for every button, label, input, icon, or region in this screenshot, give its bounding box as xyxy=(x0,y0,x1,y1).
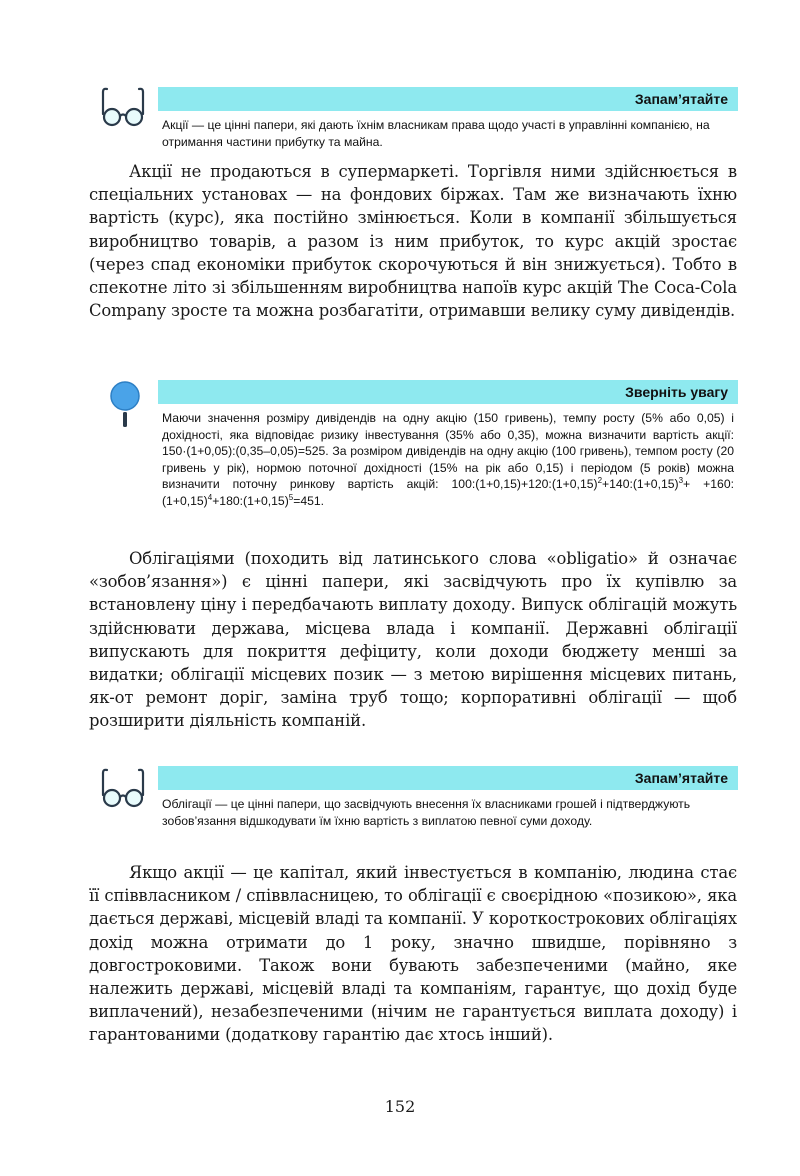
remember-box xyxy=(158,87,738,150)
body-paragraph: Облігаціями (походить від латинського слова «obligatio» й означає «зобов’язання») є цінні папери, які засвідчують про їх купівлю за встановлену ціну і передбачають виплату доходу. Випуск облігацій можуть здійснювати держава, місцева влада і компанії. Державні облігації випускають для покриття дефіциту, коли доходи бюджету менші за видатки; облігації місцевих позик — з метою вирішення місцевих питань, як-от ремонт доріг, заміна труб тощо; корпоративні облігації — щоб розширити діяльність компаній. xyxy=(89,549,737,731)
remember-box-text: Акції — це цінні папери, які дають їхнім власникам права щодо участі в управлінні компанією, на отримання частини прибутку та майна. xyxy=(162,118,710,149)
glasses-icon xyxy=(97,767,149,809)
glasses-icon xyxy=(97,86,149,128)
remember-box-title: Запам’ятайте xyxy=(158,87,738,111)
attention-box-title: Зверніть увагу xyxy=(158,380,738,404)
remember-box-title: Запам’ятайте xyxy=(158,766,738,790)
body-paragraph: Акції не продаються в супермаркеті. Торгівля ними здійснюється в спеціальних установах — на фондових біржах. Там же визначають їхню вартість (курс), яка постійно змінюється. Коли в компанії збільшується виробництво товарів, а разом із ним прибуток, то курс акцій зростає (через спад економіки прибуток скорочуються й він знижується). Тобто в спекотне літо зі збільшенням виробництва напоїв курс акцій The Coca-Cola Company зросте та можна розбагатіти, отримавши велику суму дивідендів. xyxy=(89,162,737,321)
page-number: 152 xyxy=(384,1097,416,1116)
body-paragraph: Якщо акції — це капітал, який інвестується в компанію, людина стає її співвласником / співвласницею, то облігації є своєрідною «позикою», яка дається державі, місцевій владі та компанії. У короткострокових облігаціях дохід можна отримати до 1 року, значно швидше, порівняно з довгостроковими. Також вони бувають забезпеченими (майно, яке належить державі, місцевій владі та компаніям, гарантує, що дохід буде виплачений), незабезпеченими (нічим не гарантується виплата доходу) і гарантованими (додаткову гарантію дає хтось інший). xyxy=(89,863,737,1045)
attention-box xyxy=(158,380,738,509)
remember-box xyxy=(158,766,738,829)
magnifier-icon xyxy=(109,380,141,432)
attention-box-text: Маючи значення розміру дивідендів на одну акцію (150 гривень), темпу росту (5% або 0,05) і дохідності, яка відповідає ризику інвестування (35% або 0,35), можна визначити вартість акції: 150·(1+0,05):(0,35–0,05)=525. За розміром дивідендів на одну акцію (100 гривень), темпом росту (20 гривень у рік), нормою поточної дохідності (15% на рік або 0,15) і періодом (5 років) можна визначити поточну ринкову вартість акцій: $100:(1+0,15)+120:(1+0,15)^2+140:(1+0,15)^3+$ $+160:(1+0,15)^4+180:(1+0,15)^5=451$. xyxy=(162,411,734,508)
remember-box-text: Облігації — це цінні папери, що засвідчують внесення їх власниками грошей і підтверджують зобов’язання відшкодувати їм їхню вартість з виплатою певної суми доходу. xyxy=(162,797,691,828)
